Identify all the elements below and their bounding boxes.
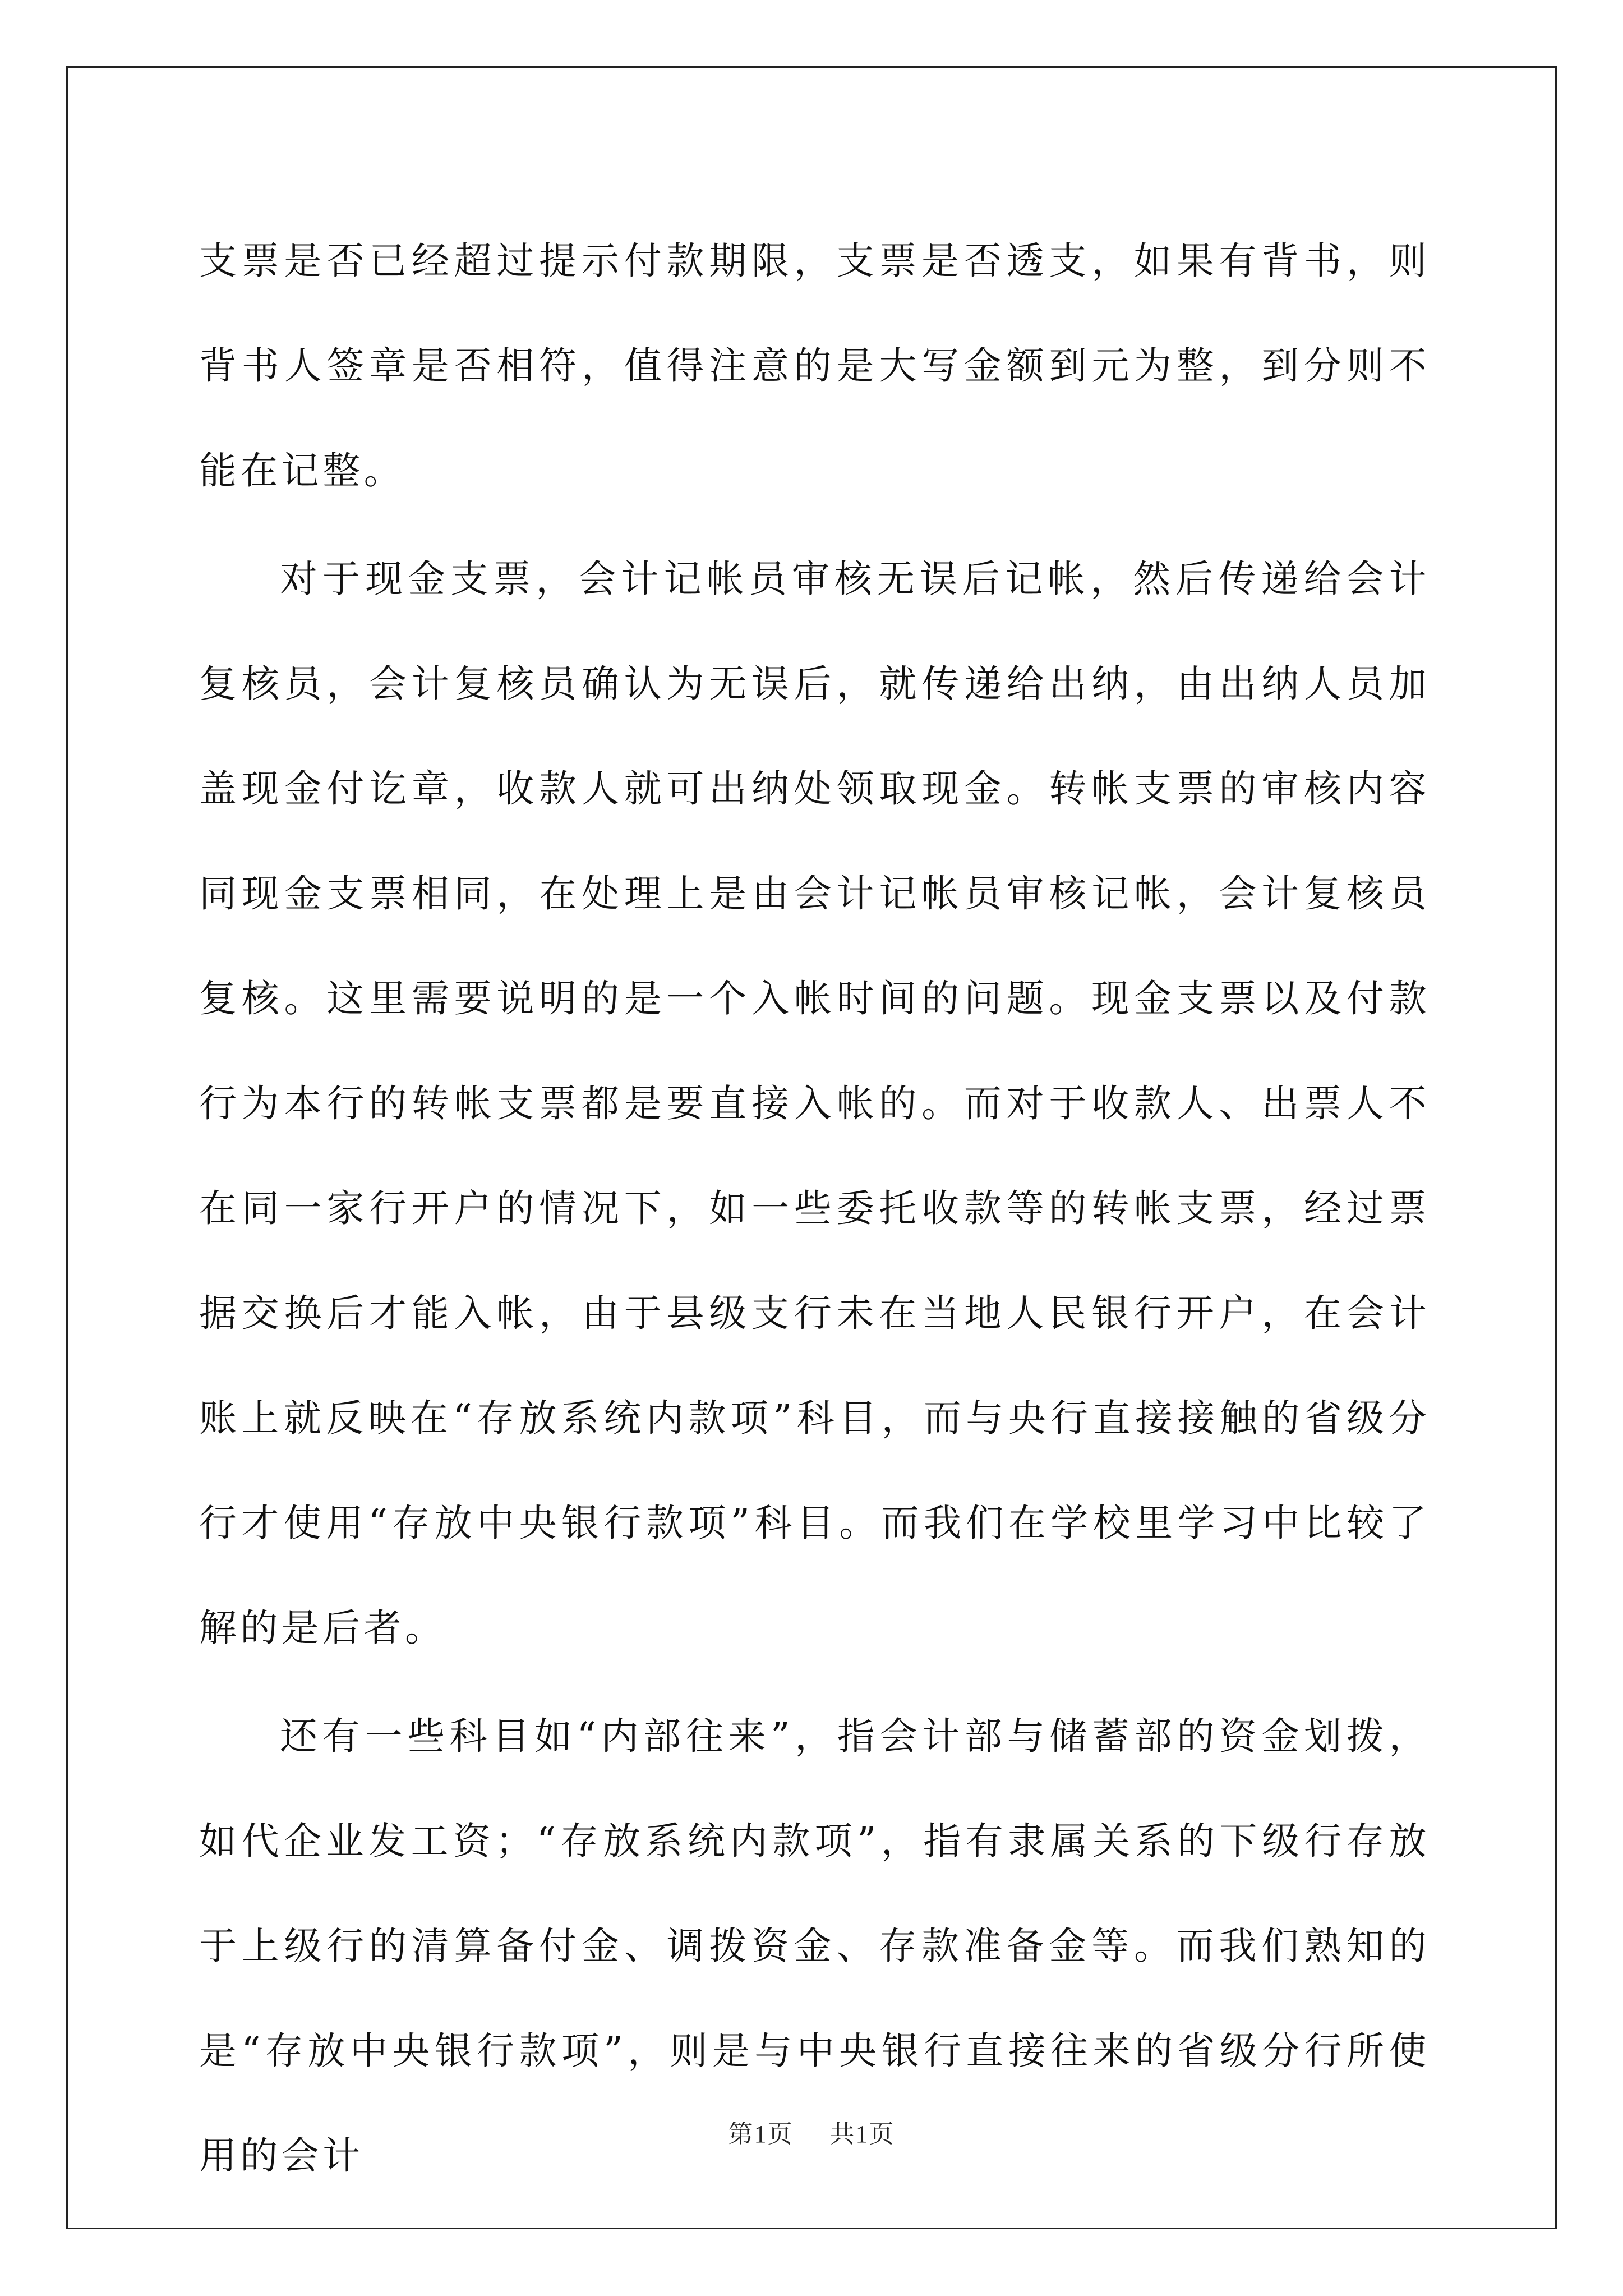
document-body [199, 209, 1430, 2208]
paragraph-2: 对于现金支票，会计记帐员审核无误后记帐，然后传递给会计复核员，会计复核员确认为无误后，就传递给出纳，由出纳人员加盖现金付讫章，收款人就可出纳处领取现金。转帐支票的审核内容同现金支票相同，在处理上是由会计记帐员审核记帐，会计复核员复核。这里需要说明的是一个入帐时间的问题。现金支票以及付款行为本行的转帐支票都是要直接入帐的。而对于收款人、出票人不在同一家行开户的情况下，如一些委托收款等的转帐支票，经过票据交换后才能入帐，由于县级支行未在当地人民银行开户，在会计账上就反映在“存放系统内款项”科目，而与央行直接接触的省级分行才使用“存放中央银行款项”科目。而我们在学校里学习中比较了解的是后者。 [199, 557, 1430, 1650]
page-number: 第1页 [728, 2120, 794, 2148]
total-pages: 共1页 [829, 2120, 895, 2148]
page-footer [0, 2114, 1623, 2150]
paragraph-3: 还有一些科目如“内部往来”，指会计部与储蓄部的资金划拨，如代企业发工资；“存放系统内款项”，指有隶属关系的下级行存放于上级行的清算备付金、调拨资金、存款准备金等。而我们熟知的是“存放中央银行款项”，则是与中央银行直接往来的省级分行所使用的会计 [199, 1714, 1430, 2178]
paragraph-1: 支票是否已经超过提示付款期限，支票是否透支，如果有背书，则背书人签章是否相符，值得注意的是大写金额到元为整，到分则不能在记整。 [199, 239, 1430, 493]
